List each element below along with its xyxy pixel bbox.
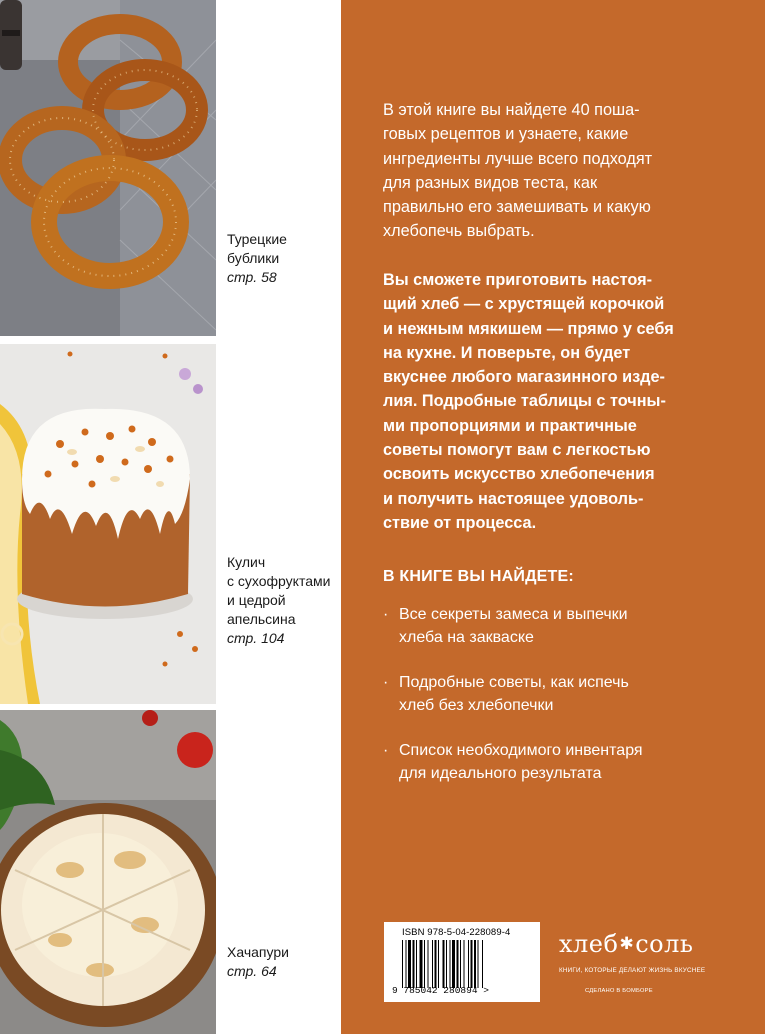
bold-line: щий хлеб — с хрустящей корочкой [383,295,665,314]
bold-line: и нежным мякишем — прямо у себя [383,319,674,338]
bold-line: советы помогут вам с легкостью [383,441,651,460]
intro-line: для разных видов теста, как [383,173,598,192]
intro-line: говых рецептов и узнаете, какие [383,125,629,144]
intro-line: правильно его замешивать и какую [383,198,651,217]
photo-khachapuri [0,710,216,1034]
asterisk-icon: ✱ [619,934,635,954]
publisher-imprint: СДЕЛАНО В БОМБОРЕ [585,988,653,994]
photo-kulich [0,344,216,704]
intro-line: ингредиенты лучше всего подходят [383,149,653,168]
caption-kulich [227,553,337,648]
publisher-tagline: КНИГИ, КОТОРЫЕ ДЕЛАЮТ ЖИЗНЬ ВКУСНЕЕ [559,967,706,974]
caption-title-line: Кулич [227,554,266,570]
caption-page: стр. 64 [227,963,277,979]
list-item-line: хлеб без хлебопечки [399,697,554,714]
caption-title-line: и цедрой [227,592,286,608]
list-heading: В КНИГЕ ВЫ НАЙДЕТЕ: [383,568,574,585]
list-item-line: Список необходимого инвентаря [399,742,643,759]
kulich-image [0,344,216,704]
caption-khachapuri [227,943,337,981]
list-item-line: для идеального результата [399,765,602,782]
intro-line: хлебопечь выбрать. [383,222,535,241]
bold-paragraph [383,268,733,535]
isbn-text: ISBN 978-5-04-228089-4 [402,927,511,938]
barcode-icon [400,940,532,988]
caption-page: стр. 58 [227,269,277,285]
isbn-barcode-block [384,922,540,1002]
publisher-name-right: соль [635,930,694,958]
caption-title-line: бублики [227,250,280,266]
caption-title-line: апельсина [227,611,296,627]
intro-line: В этой книге вы найдете 40 поша- [383,101,640,119]
caption-page: стр. 104 [227,630,285,646]
caption-turkish-bagels [227,230,337,287]
back-cover-panel [341,0,765,1034]
bold-line: ствие от процесса. [383,513,537,532]
bold-line: вкуснее любого магазинного изде- [383,368,665,387]
caption-title-line: Турецкие [227,231,287,247]
publisher-logo [559,930,729,994]
bold-line: на кухне. И поверьте, он будет [383,343,631,362]
bold-line: Вы сможете приготовить настоя- [383,271,652,289]
publisher-name-left: хлеб [559,930,619,958]
publisher-name [559,930,729,961]
bold-line: ми пропорциями и практичные [383,416,637,435]
caption-title-line: с сухофруктами [227,573,331,589]
bullet-icon: · [383,742,389,759]
list-item-line: Подробные советы, как испечь [399,674,629,691]
khachapuri-image [0,710,216,1034]
caption-title-line: Хачапури [227,944,289,960]
list-item-line: хлеба на закваске [399,629,534,646]
photo-turkish-bagels [0,0,216,336]
bullet-icon: · [383,606,389,623]
bagels-image [0,0,216,336]
list-item-line: Все секреты замеса и выпечки [399,606,628,623]
intro-paragraph [383,98,733,244]
bold-line: освоить искусство хлебопечения [383,465,655,484]
bold-line: лия. Подробные таблицы с точны- [383,392,666,411]
barcode-digits: 9 785042 280894 > [392,985,489,996]
bold-line: и получить настоящее удоволь- [383,489,644,508]
bullet-icon: · [383,674,389,691]
